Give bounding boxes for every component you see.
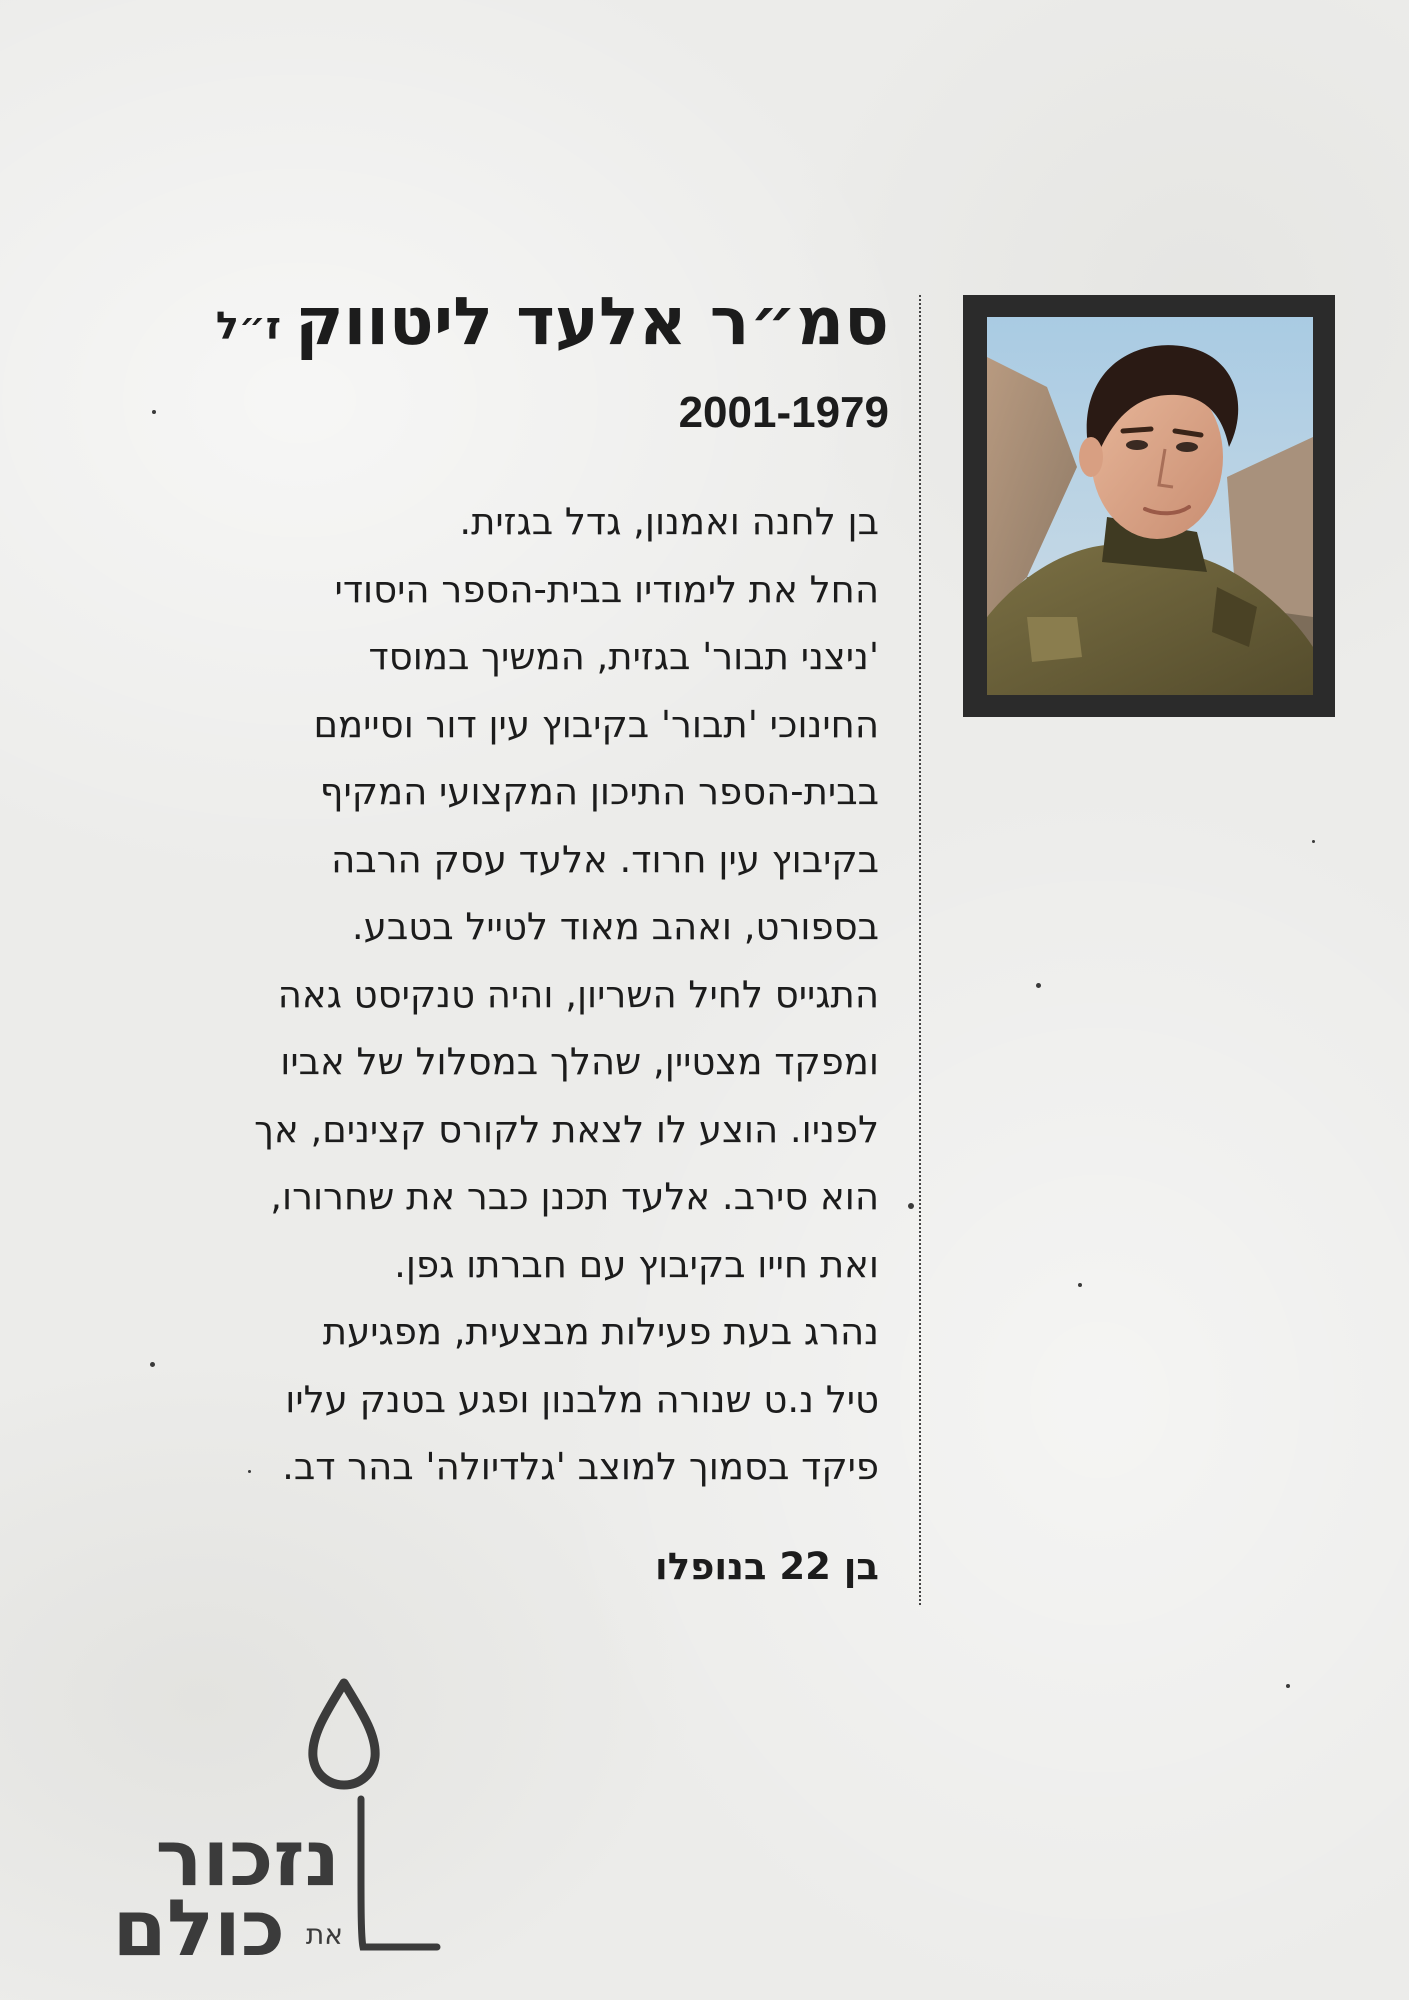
nizkor-et-kulam-logo — [112, 1675, 455, 1974]
vertical-dotted-divider — [919, 295, 921, 1605]
bio-line: לפניו. הוצע לו לצאת לקורס קצינים, אך — [254, 1107, 879, 1151]
logo-text-line2: כולם — [112, 1884, 285, 1974]
bio-line: ואת חייו בקיבוץ עם חברתו גפן. — [394, 1242, 879, 1286]
bio-line: בן לחנה ואמנון, גדל בגזית. — [459, 500, 879, 543]
paper-speck — [908, 1203, 914, 1209]
bio-line: נהרג בעת פעילות מבצעית, מפגיעת — [322, 1310, 879, 1353]
age-at-death: בן 22 בנופלו — [655, 1545, 879, 1588]
bio-line: ומפקד מצטיין, שהלך במסלול של אביו — [280, 1040, 879, 1083]
bio-line: בבית-הספר התיכון המקצועי המקיף — [319, 770, 879, 813]
bio-line: פיקד בסמוך למוצב 'גלדיולה' בהר דב. — [282, 1445, 879, 1488]
bio-line: 'ניצני תבור' בגזית, המשיך במוסד — [368, 635, 879, 678]
bio-line: טיל נ.ט שנורה מלבנון ופגע בטנק עליו — [285, 1377, 879, 1421]
biography-text — [159, 488, 879, 1501]
logo-text-line1: נזכור — [155, 1814, 340, 1904]
bio-line: בקיבוץ עין חרוד. אלעד עסק הרבה — [331, 837, 879, 881]
portrait-frame — [963, 295, 1335, 717]
soldier-name: סמ״ר אלעד ליטווק — [295, 283, 889, 360]
title-suffix: ז״ל — [215, 303, 281, 348]
paper-speck — [1312, 840, 1315, 843]
bio-line: החינוכי 'תבור' בקיבוץ עין דור וסיימם — [313, 702, 879, 746]
paper-speck — [1078, 1283, 1082, 1287]
paper-speck — [152, 410, 156, 414]
memorial-title — [129, 272, 889, 376]
soldier-portrait-photo — [987, 317, 1313, 695]
bio-line: בספורט, ואהב מאוד לטייל בטבע. — [351, 905, 879, 948]
logo-text-small: את — [305, 1918, 343, 1951]
bio-line: התגייס לחיל השריון, והיה טנקיסט גאה — [277, 972, 879, 1016]
life-years: 2001-1979 — [678, 388, 889, 437]
bio-line: הוא סירב. אלעד תכנן כבר את שחרורו, — [270, 1175, 879, 1218]
paper-speck — [1036, 983, 1041, 988]
bio-line: החל את לימודיו בבית-הספר היסודי — [334, 567, 879, 611]
portrait-illustration — [987, 317, 1313, 695]
paper-speck — [150, 1362, 155, 1367]
paper-speck — [1286, 1684, 1290, 1688]
